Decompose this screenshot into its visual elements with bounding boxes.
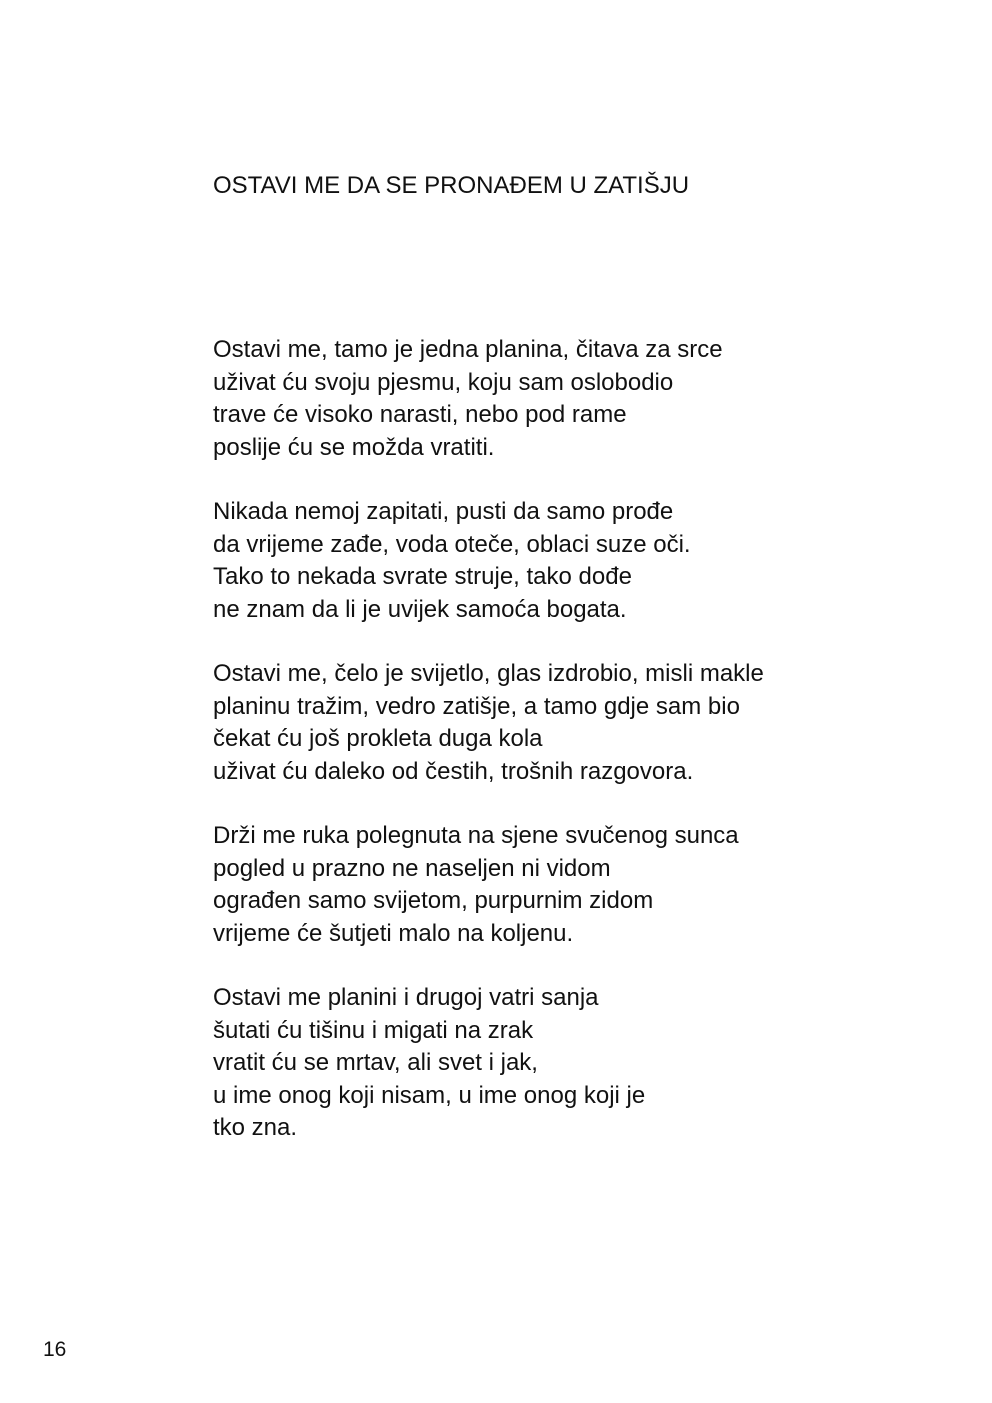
poem-line: vrijeme će šutjeti malo na koljenu. <box>213 919 574 947</box>
poem-line: u ime onog koji nisam, u ime onog koji je <box>213 1081 646 1109</box>
poem-line: Ostavi me, tamo je jedna planina, čitava za srce <box>213 336 723 363</box>
poem-line: čekat ću još prokleta duga kola <box>213 725 543 752</box>
poem-line: Nikada nemoj zapitati, pusti da samo prođe <box>213 498 674 525</box>
stanza <box>213 658 913 788</box>
poem-line: poslije ću se možda vratiti. <box>213 433 495 461</box>
poem-title: OSTAVI ME DA SE PRONAĐEM U ZATIŠJU <box>213 172 690 199</box>
poem-line: Drži me ruka polegnuta na sjene svučenog sunca <box>213 822 739 849</box>
poem-line: tko zna. <box>213 1114 298 1141</box>
poem-line: planinu tražim, vedro zatišje, a tamo gdje sam bio <box>213 692 740 720</box>
stanza <box>213 820 913 950</box>
poem-body <box>213 334 913 1177</box>
poem-line: da vrijeme zađe, voda oteče, oblaci suze oči. <box>213 530 691 558</box>
poem-line: Ostavi me, čelo je svijetlo, glas izdrobio, misli makle <box>213 660 764 687</box>
poem-line: uživat ću svoju pjesmu, koju sam oslobodio <box>213 368 674 396</box>
stanza <box>213 496 913 626</box>
poem-line: ograđen samo svijetom, purpurnim zidom <box>213 887 654 914</box>
poem-line: šutati ću tišinu i migati na zrak <box>213 1016 534 1044</box>
poem-line: uživat ću daleko od čestih, trošnih razgovora. <box>213 757 694 785</box>
stanza <box>213 334 913 464</box>
poem-line: trave će visoko narasti, nebo pod rame <box>213 401 627 428</box>
poem-line: ne znam da li je uvijek samoća bogata. <box>213 595 627 623</box>
poem-line: Tako to nekada svrate struje, tako dođe <box>213 563 632 590</box>
poem-line: pogled u prazno ne naseljen ni vidom <box>213 854 611 882</box>
poem-line: vratit ću se mrtav, ali svet i jak, <box>213 1049 538 1076</box>
poem-line: Ostavi me planini i drugoj vatri sanja <box>213 984 599 1011</box>
page-number: 16 <box>43 1338 67 1361</box>
stanza <box>213 982 913 1145</box>
